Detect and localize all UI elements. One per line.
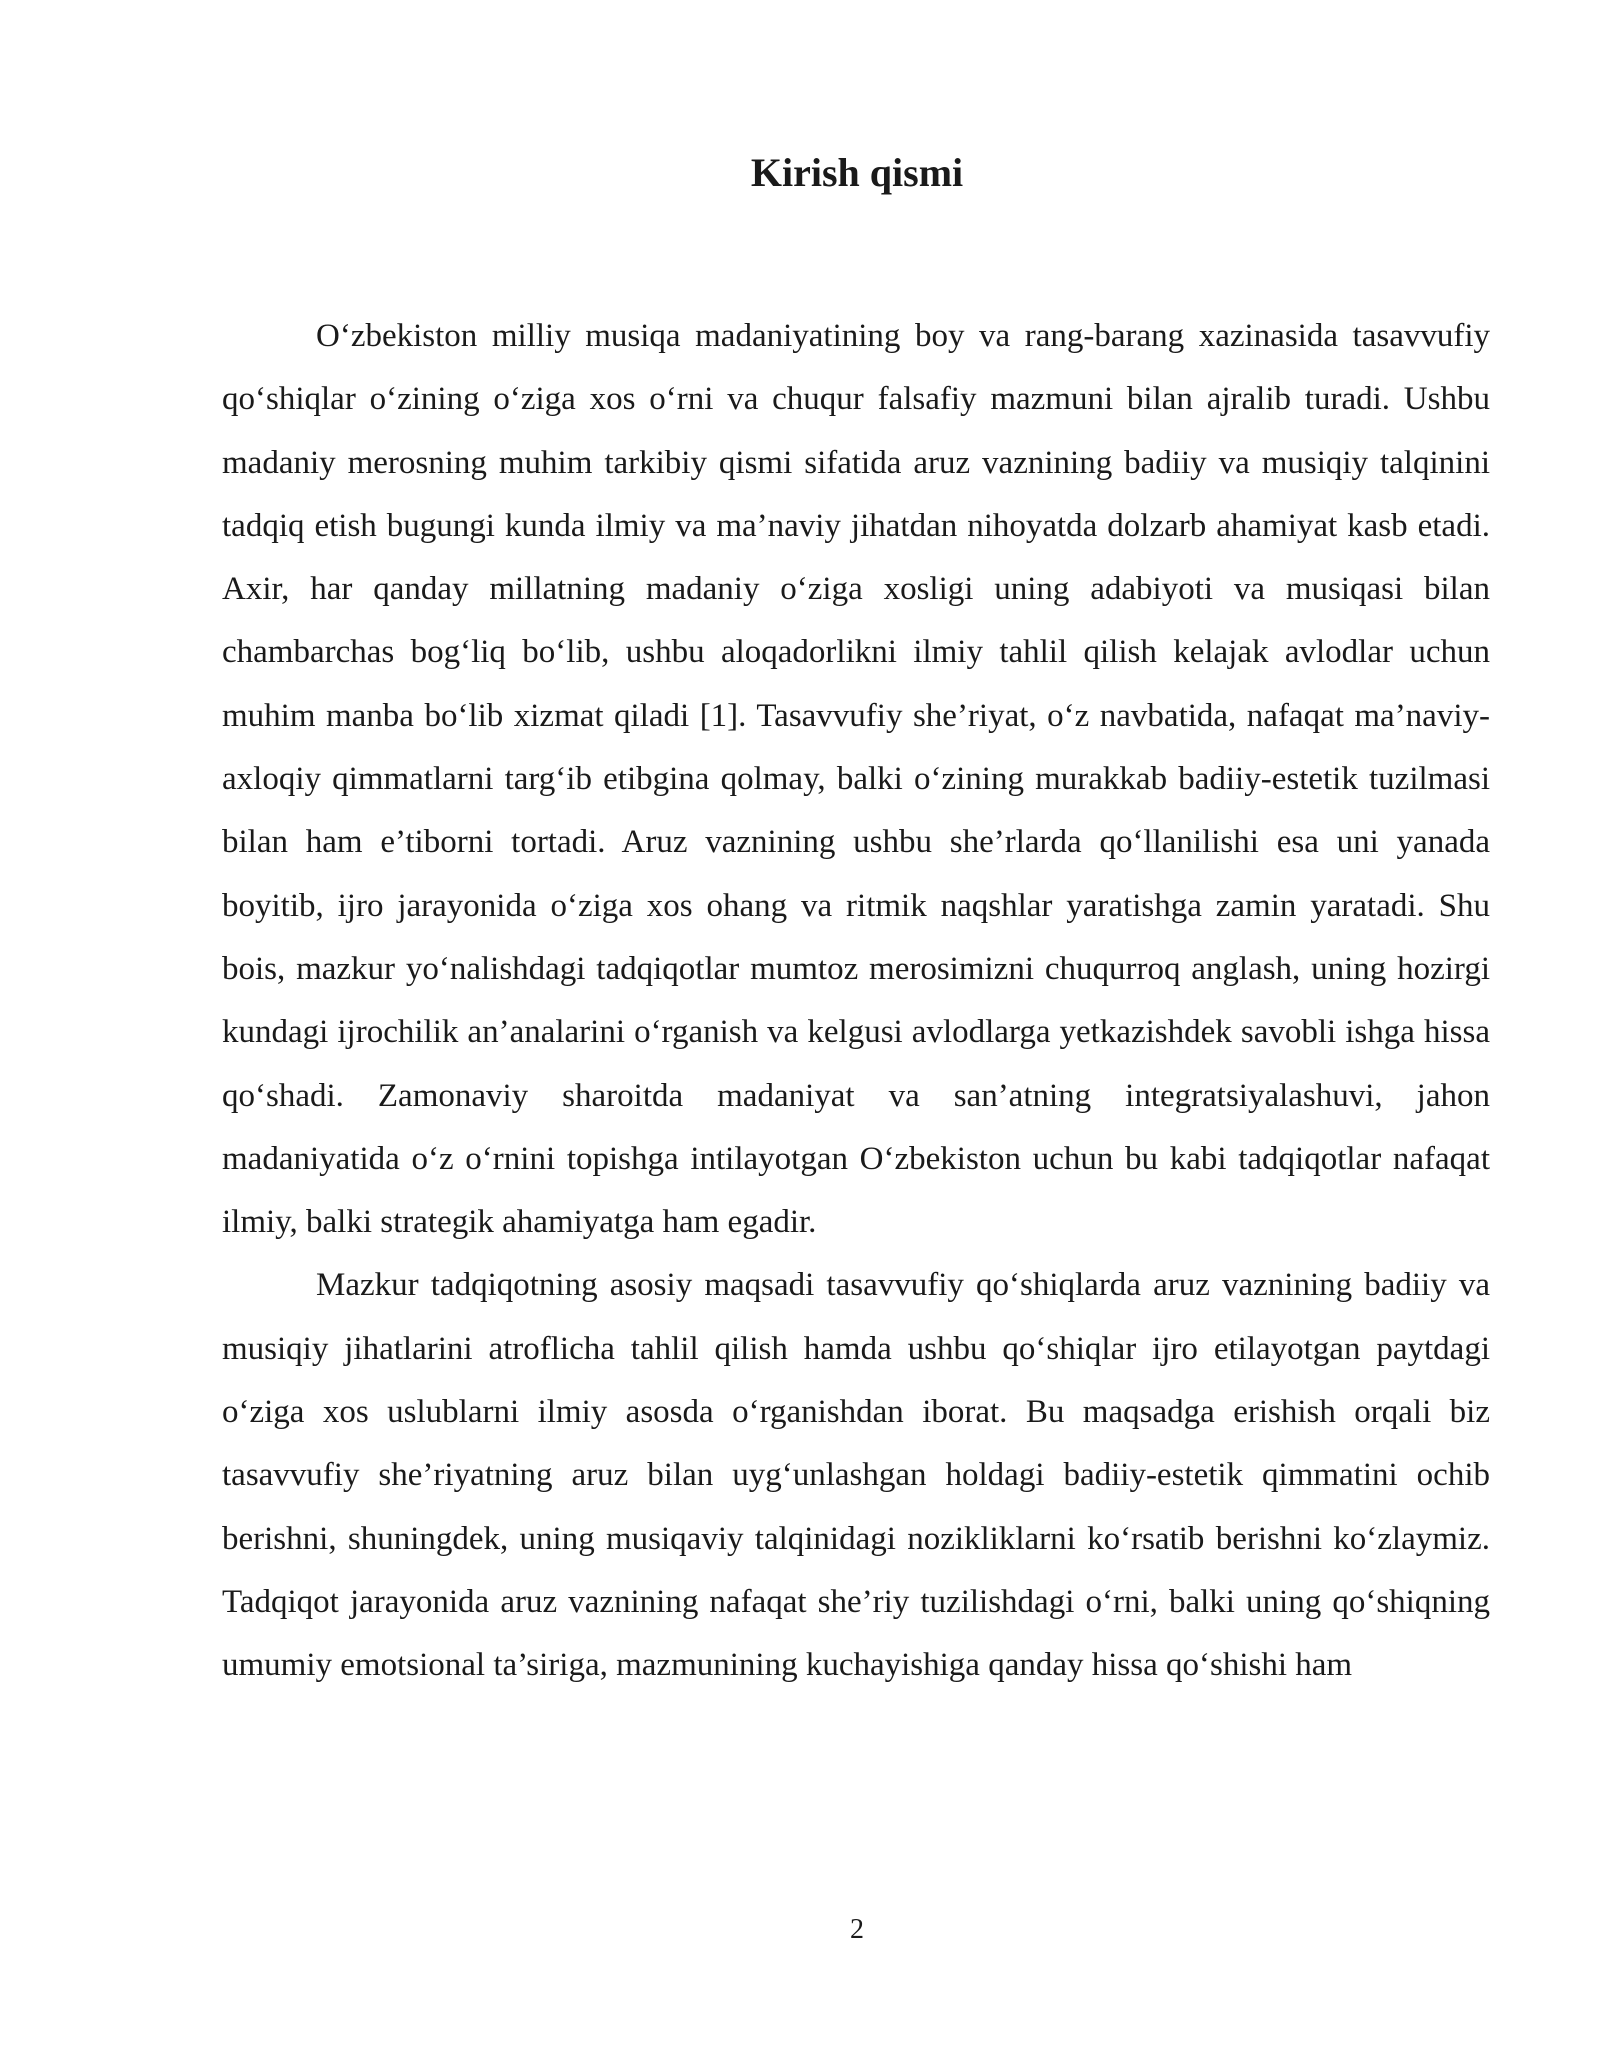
page-title: Kirish qismi bbox=[750, 150, 964, 195]
body-text bbox=[222, 305, 1490, 1698]
paragraph-1: O‘zbekiston milliy musiqa madaniyatining boy va rang-barang xazinasida tasavvufiy qo‘shiqlar o‘zining o‘ziga xos o‘rni va chuqur falsafiy mazmuni bilan ajralib turadi. Ushbu madaniy merosning muhim tarkibiy qismi sifatida aruz vaznining badiiy va musiqiy talqinini tadqiq etish bugungi kunda ilmiy va ma’naviy jihatdan nihoyatda dolzarb ahamiyat kasb etadi. Axir, har qanday millatning madaniy o‘ziga xosligi uning adabiyoti va musiqasi bilan chambarchas bog‘liq bo‘lib, ushbu aloqadorlikni ilmiy tahlil qilish kelajak avlodlar uchun muhim manba bo‘lib xizmat qiladi [1]. Tasavvufiy she’riyat, o‘z navbatida, nafaqat ma’naviy-axloqiy qimmatlarni targ‘ib etibgina qolmay, balki o‘zining murakkab badiiy-estetik tuzilmasi bilan ham e’tiborni tortadi. Aruz vaznining ushbu she’rlarda qo‘llanilishi esa uni yanada boyitib, ijro jarayonida o‘ziga xos ohang va ritmik naqshlar yaratishga zamin yaratadi. Shu bois, mazkur yo‘nalishdagi tadqiqotlar mumtoz merosimizni chuqurroq anglash, uning hozirgi kundagi ijrochilik an’analarini o‘rganish va kelgusi avlodlarga yetkazishdek savobli ishga hissa qo‘shadi. Zamonaviy sharoitda madaniyat va san’atning integratsiyalashuvi, jahon madaniyatida o‘z o‘rnini topishga intilayotgan O‘zbekiston uchun bu kabi tadqiqotlar nafaqat ilmiy, balki strategik ahamiyatga ham egadir. bbox=[222, 318, 1490, 1241]
paragraph-2: Mazkur tadqiqotning asosiy maqsadi tasavvufiy qo‘shiqlarda aruz vaznining badiiy va musiqiy jihatlarini atroflicha tahlil qilish hamda ushbu qo‘shiqlar ijro etilayotgan paytdagi o‘ziga xos uslublarni ilmiy asosda o‘rganishdan iborat. Bu maqsadga erishish orqali biz tasavvufiy she’riyatning aruz bilan uyg‘unlashgan holdagi badiiy-estetik qimmatini ochib berishni, shuningdek, uning musiqaviy talqinidagi nozikliklarni ko‘rsatib berishni ko‘zlaymiz. Tadqiqot jarayonida aruz vaznining nafaqat she’riy tuzilishdagi o‘rni, balki uning qo‘shiqning umumiy emotsional ta’siriga, mazmunining kuchayishiga qanday hissa qo‘shishi ham bbox=[222, 1267, 1490, 1684]
page-number: 2 bbox=[850, 1914, 864, 1945]
